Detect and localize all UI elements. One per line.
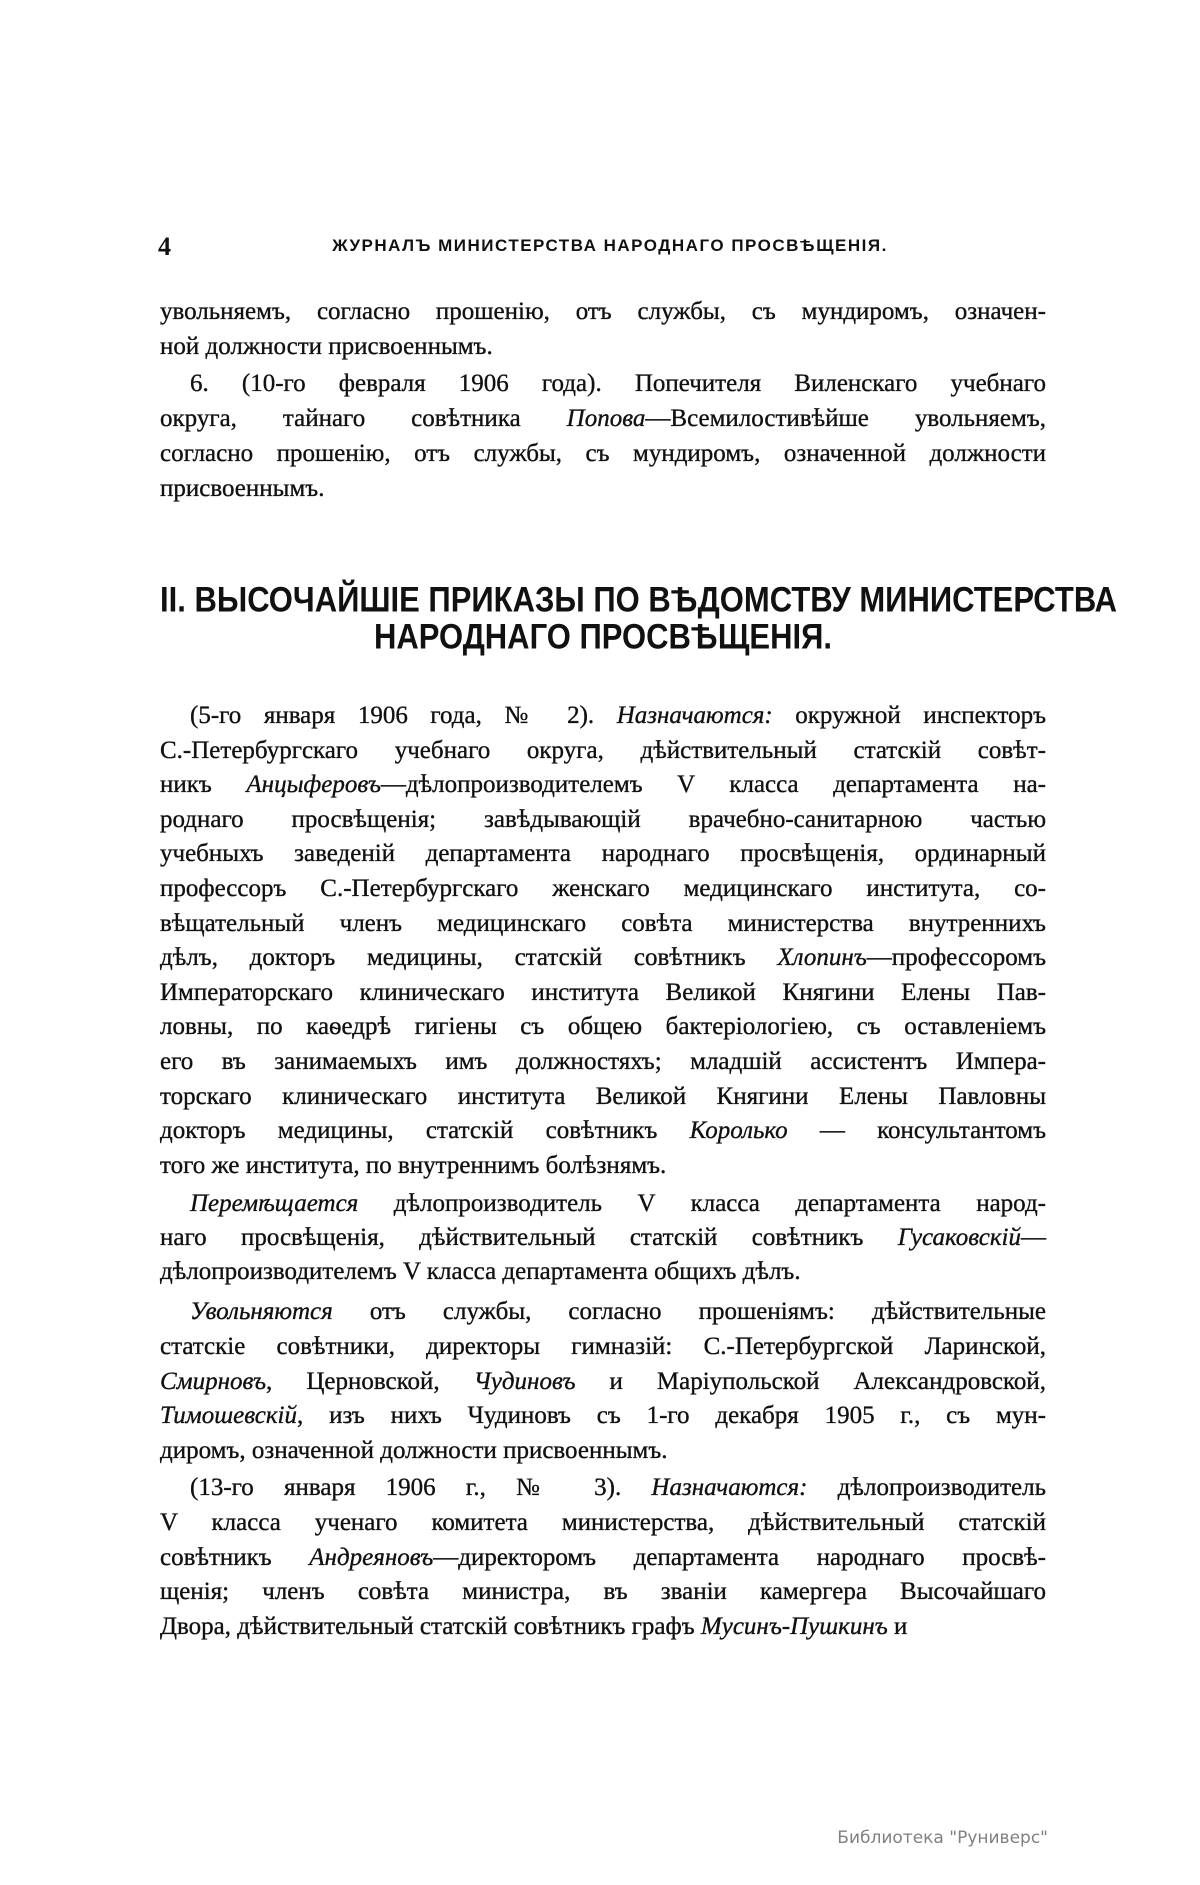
- text-segment: того же института, по внутреннимъ болѣзнямъ.: [160, 1151, 667, 1179]
- italic-name: Смирновъ: [160, 1367, 267, 1395]
- text-segment: дѣлопроизводитель: [807, 1474, 1046, 1501]
- text-segment: —: [1021, 1224, 1046, 1251]
- italic-name: Анцыферовъ: [246, 771, 381, 799]
- text-line: [160, 1398, 1046, 1434]
- text-line: [160, 1148, 1046, 1184]
- italic-name: Попова: [566, 405, 646, 432]
- text-segment: округа, тайнаго совѣтника: [160, 405, 567, 432]
- text-line: [190, 1470, 1046, 1506]
- italic-name: Перемѣщается: [190, 1190, 359, 1217]
- italic-name: Андреяновъ: [309, 1543, 434, 1571]
- text-segment: диромъ, означенной должности присвоеннымъ.: [160, 1437, 668, 1465]
- text-line: [160, 975, 1046, 1011]
- text-segment: дѣлъ, докторъ медицины, статскій совѣтникъ: [160, 944, 778, 972]
- text-line: [160, 733, 1046, 769]
- text-line: [160, 1079, 1046, 1115]
- text-segment: Императорскаго клиническаго института Великой Княгини Елены Пав-: [160, 978, 1046, 1006]
- italic-name: Назначаются:: [651, 1474, 808, 1501]
- text-segment: ловны, по каѳедрѣ гигіены съ общею бактеріологіею, съ оставленіемъ: [160, 1013, 1046, 1041]
- section-heading-line: НАРОДНАГО ПРОСВѢЩЕНІЯ.: [373, 616, 833, 657]
- text-segment: и Маріупольской Александровской,: [575, 1367, 1046, 1395]
- text-line: [160, 836, 1046, 872]
- text-segment: никъ: [160, 771, 247, 799]
- italic-name: Королько: [689, 1117, 788, 1145]
- text-line: [160, 1505, 1046, 1541]
- italic-name: Мусинъ-Пушкинъ: [700, 1613, 888, 1641]
- text-line: [160, 1364, 1046, 1400]
- text-segment: совѣтникъ: [160, 1543, 310, 1571]
- text-segment: и: [887, 1613, 908, 1641]
- italic-name: Гусаковскій: [897, 1224, 1021, 1251]
- text-segment: —дѣлопроизводителемъ V класса департамента на-: [380, 771, 1046, 799]
- text-segment: согласно прошенію, отъ службы, съ мундиромъ, означенной должности: [160, 440, 1046, 467]
- text-segment: статскіе совѣтники, директоры гимназій: С.-Петербургской Ларинской,: [160, 1332, 1046, 1360]
- text-line: [160, 1009, 1046, 1045]
- text-line: [160, 471, 1046, 507]
- text-segment: увольняемъ, согласно прошенію, отъ службы, съ мундиромъ, означен-: [160, 298, 1046, 325]
- italic-name: Хлопинъ: [777, 944, 867, 972]
- italic-name: Чудиновъ: [473, 1367, 576, 1395]
- text-segment: профессоръ С.-Петербургскаго женскаго медицинскаго института, со-: [160, 875, 1046, 902]
- running-title: ЖУРНАЛЪ МИНИСТЕРСТВА НАРОДНАГО ПРОСВѢЩЕНІЯ.: [332, 236, 888, 255]
- text-line: [160, 1113, 1046, 1149]
- text-line: [160, 436, 1046, 472]
- text-line: [160, 294, 1046, 330]
- text-line: [190, 1294, 1046, 1330]
- text-line: [160, 1044, 1046, 1080]
- text-segment: , изъ нихъ Чудиновъ съ 1-го декабря 1905 г., съ мун-: [297, 1402, 1046, 1430]
- text-segment: , Церновской,: [266, 1367, 474, 1395]
- text-segment: —профессоромъ: [866, 944, 1046, 972]
- text-line: [160, 940, 1046, 976]
- text-line: [190, 366, 1046, 402]
- text-line: [160, 802, 1046, 838]
- text-line: [190, 1186, 1046, 1222]
- text-segment: учебныхъ заведеній департамента народнаго просвѣщенія, ординарный: [160, 840, 1046, 868]
- text-segment: (5-го января 1906 года, № 2).: [190, 702, 617, 729]
- text-segment: — консультантомъ: [787, 1117, 1047, 1145]
- text-segment: —Всемилостивѣйше увольняемъ,: [645, 405, 1046, 432]
- italic-name: Назначаются:: [616, 702, 773, 729]
- text-line: [160, 401, 1046, 437]
- text-line: [160, 871, 1046, 907]
- text-line: [160, 329, 1046, 365]
- text-segment: роднаго просвѣщенія; завѣдывающій врачебно-санитарною частью: [160, 805, 1046, 833]
- text-segment: 6. (10-го февраля 1906 года). Попечителя Виленскаго учебнаго: [190, 370, 1046, 397]
- library-watermark: Библиотека "Руниверс": [837, 1828, 1048, 1848]
- text-segment: С.-Петербургскаго учебнаго округа, дѣйствительный статскій совѣт-: [160, 736, 1046, 764]
- text-line: [160, 1254, 1046, 1290]
- text-segment: (13-го января 1906 г., № 3).: [190, 1474, 652, 1501]
- text-line: [160, 1609, 1046, 1645]
- text-line: [190, 698, 1046, 734]
- text-line: [160, 906, 1046, 942]
- text-segment: торскаго клиническаго института Великой Княгини Елены Павловны: [160, 1082, 1046, 1110]
- text-segment: присвоеннымъ.: [160, 475, 325, 502]
- text-segment: наго просвѣщенія, дѣйствительный статскій совѣтникъ: [160, 1224, 898, 1251]
- text-segment: ной должности присвоеннымъ.: [160, 333, 493, 360]
- text-segment: V класса ученаго комитета министерства, дѣйствительный статскій: [160, 1508, 1046, 1536]
- text-line: [160, 1433, 1046, 1469]
- text-segment: его въ занимаемыхъ имъ должностяхъ; младшій ассистентъ Импера-: [160, 1048, 1046, 1075]
- text-segment: дѣлопроизводитель V класса департамента народ-: [358, 1190, 1046, 1217]
- text-line: [160, 1540, 1046, 1576]
- text-line: [160, 1574, 1046, 1610]
- text-segment: вѣщательный членъ медицинскаго совѣта министерства внутреннихъ: [160, 909, 1046, 937]
- text-segment: окружной инспекторъ: [772, 702, 1047, 729]
- text-segment: —директоромъ департамента народнаго просвѣ-: [433, 1543, 1047, 1571]
- text-line: [160, 767, 1046, 803]
- page-number: 4: [158, 232, 171, 261]
- text-segment: щенія; членъ совѣта министра, въ званіи камергера Высочайшаго: [160, 1578, 1046, 1606]
- italic-name: Увольняются: [190, 1298, 333, 1325]
- text-segment: Двора, дѣйствительный статскій совѣтникъ графъ: [160, 1613, 701, 1641]
- text-segment: отъ службы, согласно прошеніямъ: дѣйствительные: [332, 1298, 1046, 1325]
- text-segment: дѣлопроизводителемъ V класса департамента общихъ дѣлъ.: [160, 1258, 801, 1285]
- text-line: [160, 1220, 1046, 1256]
- section-heading-line: II. ВЫСОЧАЙШІЕ ПРИКАЗЫ ПО ВѢДОМСТВУ МИНИСТЕРСТВА: [160, 579, 1118, 620]
- italic-name: Тимошевскій: [160, 1402, 297, 1430]
- text-segment: докторъ медицины, статскій совѣтникъ: [160, 1117, 690, 1145]
- text-line: [160, 1329, 1046, 1365]
